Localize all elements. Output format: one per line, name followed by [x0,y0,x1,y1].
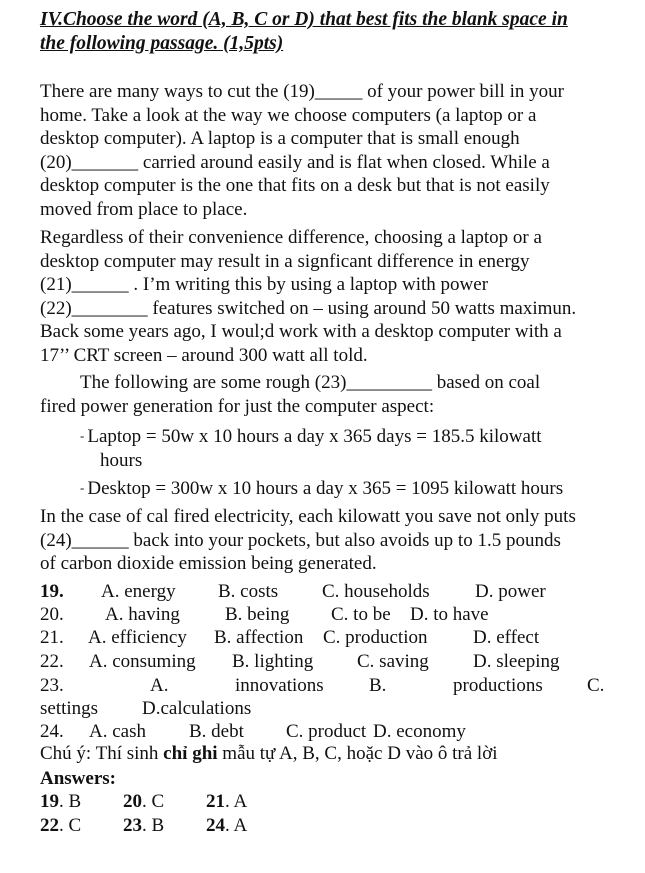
instruction-note [40,742,498,765]
question-number: 22. [40,651,64,672]
option-b-letter: B. [369,675,387,696]
answer-item [123,814,164,837]
passage-line: The following are some rough (23)_________ based on coal [80,372,541,393]
option-c: C. product [286,721,367,742]
option-c: C. production [323,627,428,648]
bullet-text: Desktop = 300w x 10 hours a day x 365 = 1095 kilowatt hours [87,478,564,499]
answer-number: 21 [206,791,225,812]
answer-value: . A [225,791,248,812]
bullet-dash: - [80,428,85,443]
passage-line: moved from place to place. [40,198,248,220]
bullet-text: Laptop = 50w x 10 hours a day x 365 days = 185.5 kilowatt [87,426,542,447]
passage-line: 17’’ CRT screen – around 300 watt all told. [40,344,368,366]
option-d: D. effect [473,627,540,648]
answer-number: 24 [206,815,225,836]
bullet-dash: - [80,480,85,495]
passage-paragraph-4 [40,505,612,576]
option-c: C. households [322,581,430,602]
option-b: B. debt [189,721,244,742]
passage-line: There are many ways to cut the (19)_____ of your power bill in your [40,81,564,102]
option-a: A. having [105,604,180,625]
option-d: D. economy [373,721,466,742]
answer-item [40,814,81,837]
passage-line: desktop computer is the one that fits on a desk but that is not easily [40,175,550,196]
passage-line: desktop computer). A laptop is a computer that is small enough [40,128,520,149]
option-c-word: settings [40,698,99,719]
option-d: D. power [475,581,546,602]
option-a: A. consuming [89,651,196,672]
note-emphasis: chỉ ghi [163,743,218,764]
option-a-letter: A. [150,675,169,696]
question-number: 21. [40,627,64,648]
answer-item [123,790,164,813]
answer-value: . C [59,815,82,836]
option-b-word: productions [453,675,543,696]
passage-line: (24)______ back into your pockets, but also avoids up to 1.5 pounds [40,529,561,551]
option-a-word: innovations [235,675,324,696]
option-c-letter: C. [587,675,605,696]
note-text: mẫu tự A, B, C, hoặc D vào ô trả lời [217,743,498,764]
answer-number: 22 [40,815,59,836]
question-number: 20. [40,604,64,625]
option-c: C. saving [357,651,429,672]
exercise-heading [40,8,620,56]
answer-number: 20 [123,791,142,812]
answer-number: 19 [40,791,59,812]
answer-item [206,790,247,813]
passage-paragraph-2 [40,226,612,367]
bullet-desktop [80,476,600,501]
passage-line: of carbon dioxide emission being generated. [40,553,377,574]
option-d: D.calculations [142,698,252,719]
answer-value: . B [142,815,165,836]
option-d: D. sleeping [473,651,560,672]
bullet-text-continued: hours [100,449,143,471]
option-a: A. efficiency [88,627,187,648]
passage-line: (22)________ features switched on – using around 50 watts maximun. [40,297,577,319]
passage-line: fired power generation for just the computer aspect: [40,395,435,417]
option-b: B. affection [214,627,304,648]
passage-paragraph-3 [40,371,612,418]
question-number: 23. [40,675,64,696]
passage-line: In the case of cal fired electricity, each kilowatt you save not only puts [40,506,576,527]
note-text: Chú ý: Thí sinh [40,743,164,764]
answers-title: Answers: [40,768,116,789]
passage-line: Back some years ago, I woul;d work with a desktop computer with a [40,321,562,342]
answer-value: . B [59,791,82,812]
option-b: B. costs [218,581,279,602]
passage-line: Regardless of their convenience difference, choosing a laptop or a [40,227,542,248]
answer-value: . A [225,815,248,836]
passage-line: (20)_______ carried around easily and is flat when closed. While a [40,151,550,173]
heading-line-2: the following passage. (1,5pts) [40,33,284,54]
passage-line: (21)______ . I’m writing this by using a laptop with power [40,274,489,295]
question-number: 19. [40,581,64,602]
answer-item [206,814,247,837]
passage-line: home. Take a look at the way we choose computers (a laptop or a [40,104,537,126]
answer-item [40,790,81,813]
option-d: D. to have [410,604,489,625]
option-c: C. to be [331,604,391,625]
option-b: B. lighting [232,651,314,672]
answer-number: 23 [123,815,142,836]
answer-value: . C [142,791,165,812]
option-a: A. cash [89,721,146,742]
passage-paragraph-1 [40,80,612,221]
option-b: B. being [225,604,290,625]
heading-line-1: IV.Choose the word (A, B, C or D) that best fits the blank space in [40,9,568,30]
bullet-laptop [80,424,600,472]
passage-line: desktop computer may result in a signficant difference in energy [40,250,530,272]
option-a: A. energy [101,581,176,602]
question-number: 24. [40,721,64,742]
